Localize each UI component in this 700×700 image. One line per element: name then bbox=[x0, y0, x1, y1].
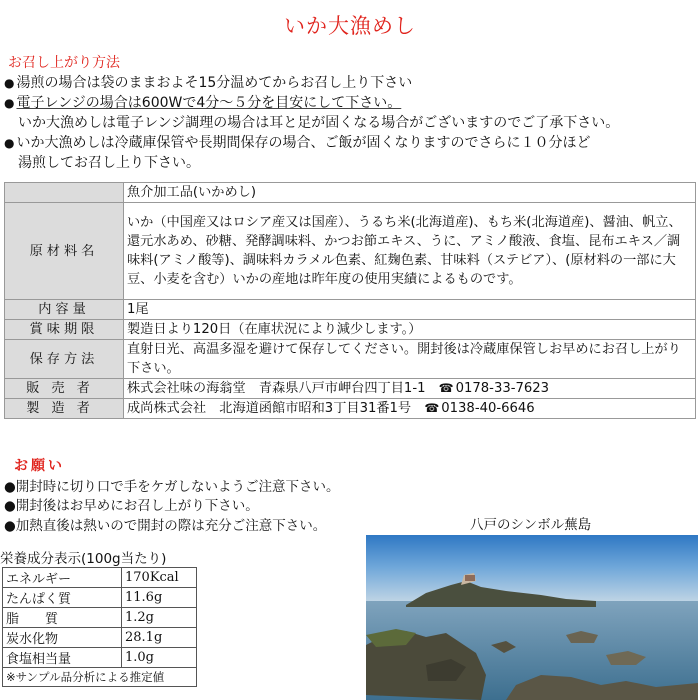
kabushima-photo bbox=[366, 535, 698, 700]
table-row bbox=[3, 668, 197, 687]
storage-label: 保存方法 bbox=[5, 340, 124, 379]
request-line-2: ●開封後はお早めにお召し上がり下さい。 bbox=[4, 498, 259, 514]
storage-value: 直射日光、高温多湿を避けて保存してください。開封後は冷蔵庫保管しお早めにお召し上がり下さい。 bbox=[124, 340, 696, 379]
howto-line-1: ● 湯煎の場合は袋のままおよそ15分温めてからお召し上り下さい bbox=[4, 75, 413, 91]
table-row bbox=[5, 379, 696, 399]
howto-line-3: いか大漁めしは電子レンジ調理の場合は耳と足が固くなる場合がございますのでご了承下さい。 bbox=[18, 115, 620, 131]
telephone-icon: ☎ bbox=[438, 381, 454, 395]
request-line-1: ●開封時に切り口で手をケガしないようご注意下さい。 bbox=[4, 479, 340, 495]
photo-caption: 八戸のシンボル蕪島 bbox=[470, 517, 592, 533]
expiry-label: 賞味期限 bbox=[5, 320, 124, 340]
expiry-value: 製造日より120日（在庫状況により減少します。） bbox=[124, 320, 696, 340]
howto-line-2: ● 電子レンジの場合は600Wで4分～５分を目安にして下さい。 bbox=[4, 95, 402, 111]
nutrition-title: 栄養成分表示(100g当たり) bbox=[0, 551, 167, 567]
table-row: 食塩相当量 1.0g bbox=[3, 648, 197, 668]
maker-value: 成尚株式会社 北海道函館市昭和3丁目31番1号 ☎ 0138-40-6646 bbox=[124, 399, 696, 419]
ingredients-label: 原材料名 bbox=[5, 203, 124, 300]
request-heading: お願い bbox=[14, 458, 65, 474]
table-row: 炭水化物 28.1g bbox=[3, 628, 197, 648]
category-label-cell bbox=[5, 183, 124, 203]
nutrition-table bbox=[2, 567, 197, 687]
seller-value: 株式会社味の海翁堂 青森県八戸市岬台四丁目1-1 ☎ 0178-33-7623 bbox=[124, 379, 696, 399]
page-title: いか大漁めし bbox=[284, 14, 416, 38]
table-row bbox=[5, 320, 696, 340]
table-row bbox=[5, 340, 696, 379]
howto-line-4: ● いか大漁めしは冷蔵庫保管や長期間保存の場合、ご飯が固くなりますのでさらに１０分ほど bbox=[4, 135, 591, 151]
howto-line-5: 湯煎してお召し上り下さい。 bbox=[18, 155, 200, 171]
maker-label: 製造者 bbox=[5, 399, 124, 419]
telephone-icon: ☎ bbox=[424, 401, 440, 415]
table-row: たんぱく質 11.6g bbox=[3, 588, 197, 608]
table-row bbox=[5, 399, 696, 419]
amount-value: 1尾 bbox=[124, 300, 696, 320]
howto-heading: お召し上がり方法 bbox=[8, 55, 120, 71]
category-value: 魚介加工品(いかめし) bbox=[124, 183, 696, 203]
table-row bbox=[5, 183, 696, 203]
table-row bbox=[5, 203, 696, 300]
table-row: エネルギー 170Kcal bbox=[3, 568, 197, 588]
amount-label: 内容量 bbox=[5, 300, 124, 320]
request-line-3: ●加熱直後は熱いので開封の際は充分ご注意下さい。 bbox=[4, 518, 327, 534]
table-row: 脂 質 1.2g bbox=[3, 608, 197, 628]
nutrition-note: ※サンプル品分析による推定値 bbox=[3, 668, 197, 687]
seller-label: 販売者 bbox=[5, 379, 124, 399]
table-row bbox=[5, 300, 696, 320]
product-info-table bbox=[4, 182, 696, 419]
ingredients-value: いか（中国産又はロシア産又は国産）、うるち米(北海道産)、もち米(北海道産)、醤油、帆立、還元水あめ、砂糖、発酵調味料、かつお節エキス、うに、アミノ酸液、食塩、昆布エキス／調味料(アミノ酸等)、調味料カラメル色素、紅麹色素、甘味料（ステビア）、(原材料の一部に大豆、小麦を含む）いかの産地は昨年度の使用実績によるものです。 bbox=[124, 203, 696, 300]
